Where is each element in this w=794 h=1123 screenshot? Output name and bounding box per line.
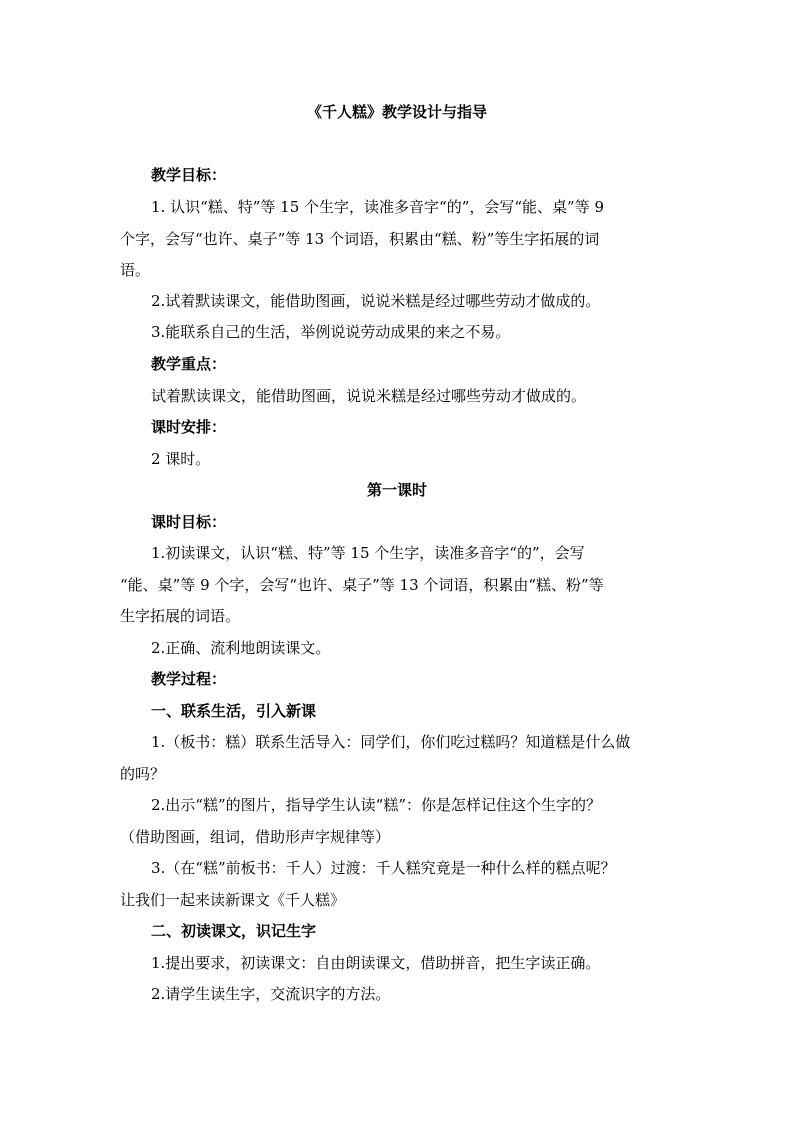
goal-3: 3.能联系自己的生活，举例说说劳动成果的来之不易。 (151, 323, 511, 341)
goal-1-line-2: 个字，会写“也许、桌子”等 13 个词语，积累由“糕、粉”等生字拓展的词 (120, 230, 600, 248)
step-2-line-2: （借助图画，组词，借助形声字规律等） (120, 828, 391, 846)
heading-teaching-focus: 教学重点： (151, 355, 227, 373)
lesson-goal-1-line-3: 生字拓展的词语。 (120, 607, 241, 625)
heading-schedule: 课时安排： (151, 418, 227, 436)
lesson-goal-1-line-1: 1.初读课文，认识“糕、特”等 15 个生字，读准多音字“的”，会写 (151, 544, 585, 562)
section-2-step-2: 2.请学生读生字，交流识字的方法。 (151, 985, 391, 1003)
step-3-line-2: 让我们一起来读新课文《千人糕》 (120, 891, 346, 909)
step-1-line-1: 1.（板书：糕）联系生活导入：同学们，你们吃过糕吗？知道糕是什么做 (151, 733, 631, 751)
goal-1-line-1: 1. 认识“糕、特”等 15 个生字，读准多音字“的”，会写“能、桌”等 9 (151, 198, 605, 216)
heading-teaching-process: 教学过程： (151, 670, 227, 688)
schedule-text: 2 课时。 (151, 450, 211, 468)
step-3-line-1: 3.（在“糕”前板书：千人）过渡：千人糕究竟是一种什么样的糕点呢？ (151, 859, 616, 877)
teaching-focus-text: 试着默读课文，能借助图画，说说米糕是经过哪些劳动才做成的。 (151, 387, 587, 405)
step-2-line-1: 2.出示“糕”的图片，指导学生认读“糕”：你是怎样记住这个生字的？ (151, 796, 601, 814)
lesson-1-heading: 第一课时 (366, 481, 427, 499)
goal-1-line-3: 语。 (120, 261, 151, 279)
document-title: 《千人糕》教学设计与指导 (306, 103, 487, 121)
lesson-goal-1-line-2: “能、桌”等 9 个字，会写“也许、桌子”等 13 个词语，积累由“糕、粉”等 (120, 576, 604, 594)
heading-teaching-goals: 教学目标： (151, 166, 227, 184)
goal-2: 2.试着默读课文，能借助图画，说说米糕是经过哪些劳动才做成的。 (151, 292, 601, 310)
section-2-heading: 二、初读课文，识记生字 (151, 922, 317, 940)
heading-lesson-goals: 课时目标： (151, 513, 227, 531)
section-2-step-1: 1.提出要求，初读课文：自由朗读课文，借助拼音，把生字读正确。 (151, 954, 601, 972)
section-1-heading: 一、联系生活，引入新课 (151, 702, 317, 720)
step-1-line-2: 的吗？ (120, 765, 166, 783)
lesson-goal-2: 2.正确、流利地朗读课文。 (151, 639, 331, 657)
